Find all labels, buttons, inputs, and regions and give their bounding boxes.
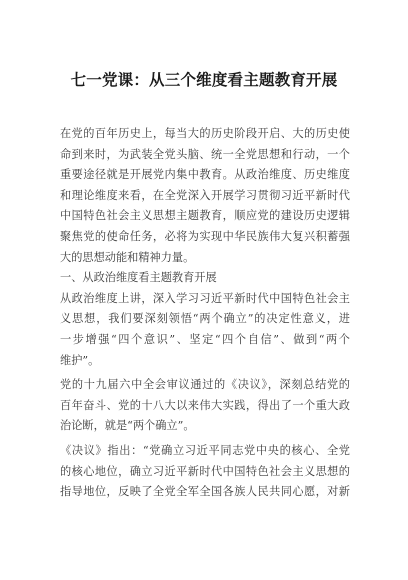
paragraph-line: 义思想，我们要深刻领悟“两个确立”的决定性意义，进: [60, 312, 350, 326]
paragraph-line: 维护”。: [60, 353, 100, 367]
section-heading: 一、从政治维度看主题教育开展: [60, 271, 217, 285]
paragraph-line: 和理论维度来看，在全党深入开展学习贯彻习近平新时代: [60, 188, 350, 202]
paragraph-line: 指导地位，反映了全党全军全国各族人民共同心愿，对新: [60, 485, 350, 499]
paragraph-line: 一步增强“四个意识”、坚定“四个自信”、做到“两个: [60, 332, 350, 346]
paragraph-line: 命到来时，为武装全党头脑、统一全党思想和行动，一个: [60, 147, 350, 161]
paragraph-line: 《决议》指出：“党确立习近平同志党中央的核心、全党: [60, 443, 350, 457]
paragraph-line: 中国特色社会主义思想主题教育，顺应党的建设历史逻辑: [60, 209, 350, 223]
document-body: [60, 124, 350, 503]
paragraph-line: 的核心地位，确立习近平新时代中国特色社会主义思想的: [60, 464, 350, 478]
paragraph-line: 党的十九届六中全会审议通过的《决议》，深刻总结党的: [60, 378, 350, 392]
document-title: 七一党课：从三个维度看主题教育开展: [70, 71, 338, 89]
paragraph-line: 重要途径就是开展党内集中教育。从政治维度、历史维度: [60, 168, 350, 182]
paragraph-line: 在党的百年历史上，每当大的历史阶段开启、大的历史使: [60, 127, 350, 140]
paragraph-line: 百年奋斗、党的十八大以来伟大实践，得出了一个重大政: [60, 398, 350, 412]
paragraph-line: 大的思想动能和精神力量。: [60, 250, 195, 264]
paragraph-line: 聚焦党的使命任务，必将为实现中华民族伟大复兴积蓄强: [60, 229, 350, 243]
paragraph-line: 从政治维度上讲，深入学习习近平新时代中国特色社会主: [60, 291, 350, 305]
paragraph-line: 治论断，就是“两个确立”。: [60, 419, 195, 433]
